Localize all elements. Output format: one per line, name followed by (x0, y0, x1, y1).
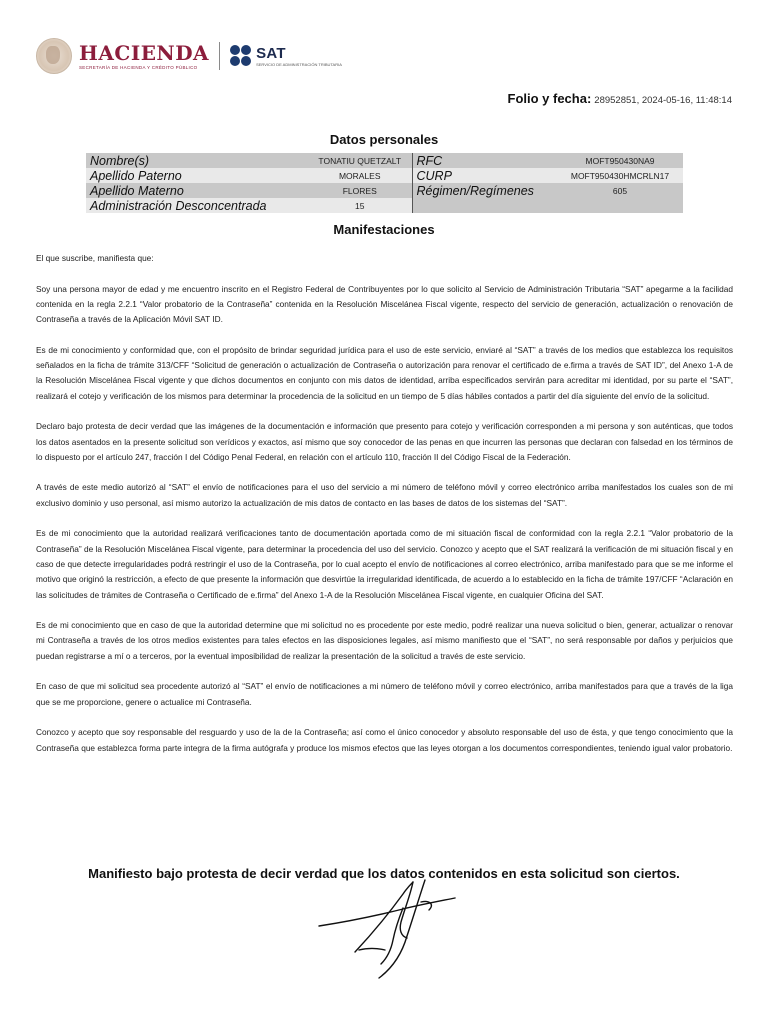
field-value: 15 (308, 198, 412, 213)
signature-image (315, 878, 460, 982)
table-row (86, 168, 683, 183)
sat-logo (256, 46, 342, 67)
field-label: Administración Desconcentrada (86, 198, 308, 213)
field-label (412, 198, 557, 213)
paragraph: A través de este medio autorizó al “SAT” el envío de notificaciones para el uso del servicio a mi número de teléfono móvil y correo electrónico arriba manifestados los cuales son de mi exclusivo dominio y uso personal, así mismo autorizo la actualización de mis datos de contacto en las bases de datos de los sistemas del “SAT”. (36, 482, 733, 508)
paragraph: En caso de que mi solicitud sea procedente autorizó al “SAT” el envío de notificaciones a mi número de teléfono móvil y correo electrónico, arriba manifestados para que a través de la liga que se me proporcione, genere o actualice mi Contraseña. (36, 681, 733, 707)
header-logos (36, 36, 342, 76)
paragraph: Es de mi conocimiento y conformidad que, con el propósito de brindar seguridad jurídica para el uso de este servicio, enviaré al “SAT” a través de los medios que establezca los requisitos señalados en la ficha de trámite 313/CFF “Solicitud de generación o actualización de Contraseña o autorización para renovar el certificado de e.firma a través de SAT ID”, del Anexo 1-A de la Resolución Miscelánea Fiscal vigente y que dichos documentos en conjunto con mis datos de identidad, arriba especificados servirán para acreditar mi identidad, por su parte el “SAT”, realizará el cotejo y verificación de los mismos para determinar la procedencia de la solicitud en un tiempo de 5 días hábiles contados a partir del día siguiente del envío de la solicitud. (36, 344, 733, 401)
table-row (86, 198, 683, 213)
field-label: Apellido Materno (86, 183, 308, 198)
field-label: Régimen/Regímenes (412, 183, 557, 198)
sat-logo-icon (230, 45, 252, 67)
table-row (86, 183, 683, 198)
paragraph: El que suscribe, manifiesta que: (36, 253, 154, 263)
declaracion-statement: Manifiesto bajo protesta de decir verdad que los datos contenidos en esta solicitud son ciertos. (88, 866, 680, 881)
field-label: Nombre(s) (86, 153, 308, 168)
field-label: RFC (412, 153, 557, 168)
field-value: FLORES (308, 183, 412, 198)
paragraph: Soy una persona mayor de edad y me encuentro inscrito en el Registro Federal de Contribuyentes por lo que solicito al Servicio de Administración Tributaria “SAT” apegarme a la facilidad contenida en la regla 2.2.1 “Valor probatorio de la Contraseña” contenida en la Resolución Miscelánea Fiscal vigente, respecto del servicio de generación, actualización o renovación de Contraseña a través de la Aplicación Móvil SAT ID. (36, 283, 733, 325)
manifestaciones-body (36, 251, 733, 771)
folio-line (508, 91, 733, 106)
field-value: MOFT950430HMCRLN17 (557, 168, 683, 183)
table-row (86, 153, 683, 168)
sat-logo-subtitle: SERVICIO DE ADMINISTRACIÓN TRIBUTARIA (256, 61, 342, 67)
folio-label: Folio y fecha: (507, 91, 592, 106)
paragraph: Es de mi conocimiento que la autoridad realizará verificaciones tanto de documentación aportada como de mi situación fiscal de conformidad con la regla 2.2.1 “Valor probatorio de la Contraseña” de la Resolución Miscelánea Fiscal vigente, para determinar la procedencia del uso del servicio. Conozco y acepto que el SAT realizará la verificación de mi situación fiscal y en caso de que detecte irregularidades podrá restringir el uso de la Contraseña, por lo cual acepto el envío de notificaciones al correo electrónico, arriba manifestado para que se me informe el motivo que originó la restricción, a efecto de que presente la información que desvirtúe la irregularidad identificada, de acuerdo a lo establecido en la ficha de trámite 197/CFF “Aclaración en las solicitudes de trámites de Contraseña o Certificado de e.firma” del Anexo 1-A de la Resolución Miscelánea Fiscal vigente, en cualquier Oficina del SAT. (36, 528, 733, 600)
logo-divider (219, 42, 220, 70)
datos-personales-title: Datos personales (329, 132, 439, 147)
field-value: TONATIU QUETZALT (308, 153, 412, 168)
coat-of-arms-icon (36, 38, 72, 74)
hacienda-logo (79, 40, 210, 70)
hacienda-logo-text: HACIENDA (79, 40, 210, 65)
field-label: Apellido Paterno (86, 168, 308, 183)
field-value: MORALES (308, 168, 412, 183)
paragraph: Es de mi conocimiento que en caso de que la autoridad determine que mi solicitud no es procedente por este medio, podré realizar una nueva solicitud o bien, generar, actualizar o renovar mi Contraseña a través de los otros medios existentes para tales efectos en las disposiciones legales, así mismo manifiesto que el “SAT”, no será responsable por daños y perjuicios que puedan registrarse a mí o a terceros, por la eventual imposibilidad de realizar la presentación de la solicitud a través de este servicio. (36, 620, 733, 661)
field-value: 605 (557, 183, 683, 198)
sat-logo-text: SAT (256, 44, 286, 62)
manifestaciones-title: Manifestaciones (333, 222, 435, 237)
paragraph: Declaro bajo protesta de decir verdad que las imágenes de la documentación e información que presento para cotejo y verificación corresponden a mi persona y son auténticas, que todos los datos asentados en la presente solicitud son verídicos y exactos, así mismo que soy conocedor de las penas en que incurren las personas que declaran con falsedad en los términos de lo dispuesto por el artículo 247, fracción I del Código Penal Federal, en relación con el artículo 110, fracción II del Código Fiscal de la Federación. (36, 421, 733, 462)
paragraph: Conozco y acepto que soy responsable del resguardo y uso de la de la Contraseña; así como el único conocedor y absoluto responsable del uso de ésta, y que tengo conocimiento que la Contraseña que establezca forma parte integra de la firma autógrafa y produce los mismos efectos que las leyes otorgan a los documentos correspondientes, teniendo igual valor probatorio. (36, 727, 733, 753)
datos-personales-table (86, 153, 683, 213)
field-label: CURP (412, 168, 557, 183)
field-value (557, 198, 683, 213)
folio-value: 28952851, 2024-05-16, 11:48:14 (594, 95, 732, 106)
field-value: MOFT950430NA9 (557, 153, 683, 168)
hacienda-logo-subtitle: SECRETARÍA DE HACIENDA Y CRÉDITO PÚBLICO (79, 64, 198, 70)
